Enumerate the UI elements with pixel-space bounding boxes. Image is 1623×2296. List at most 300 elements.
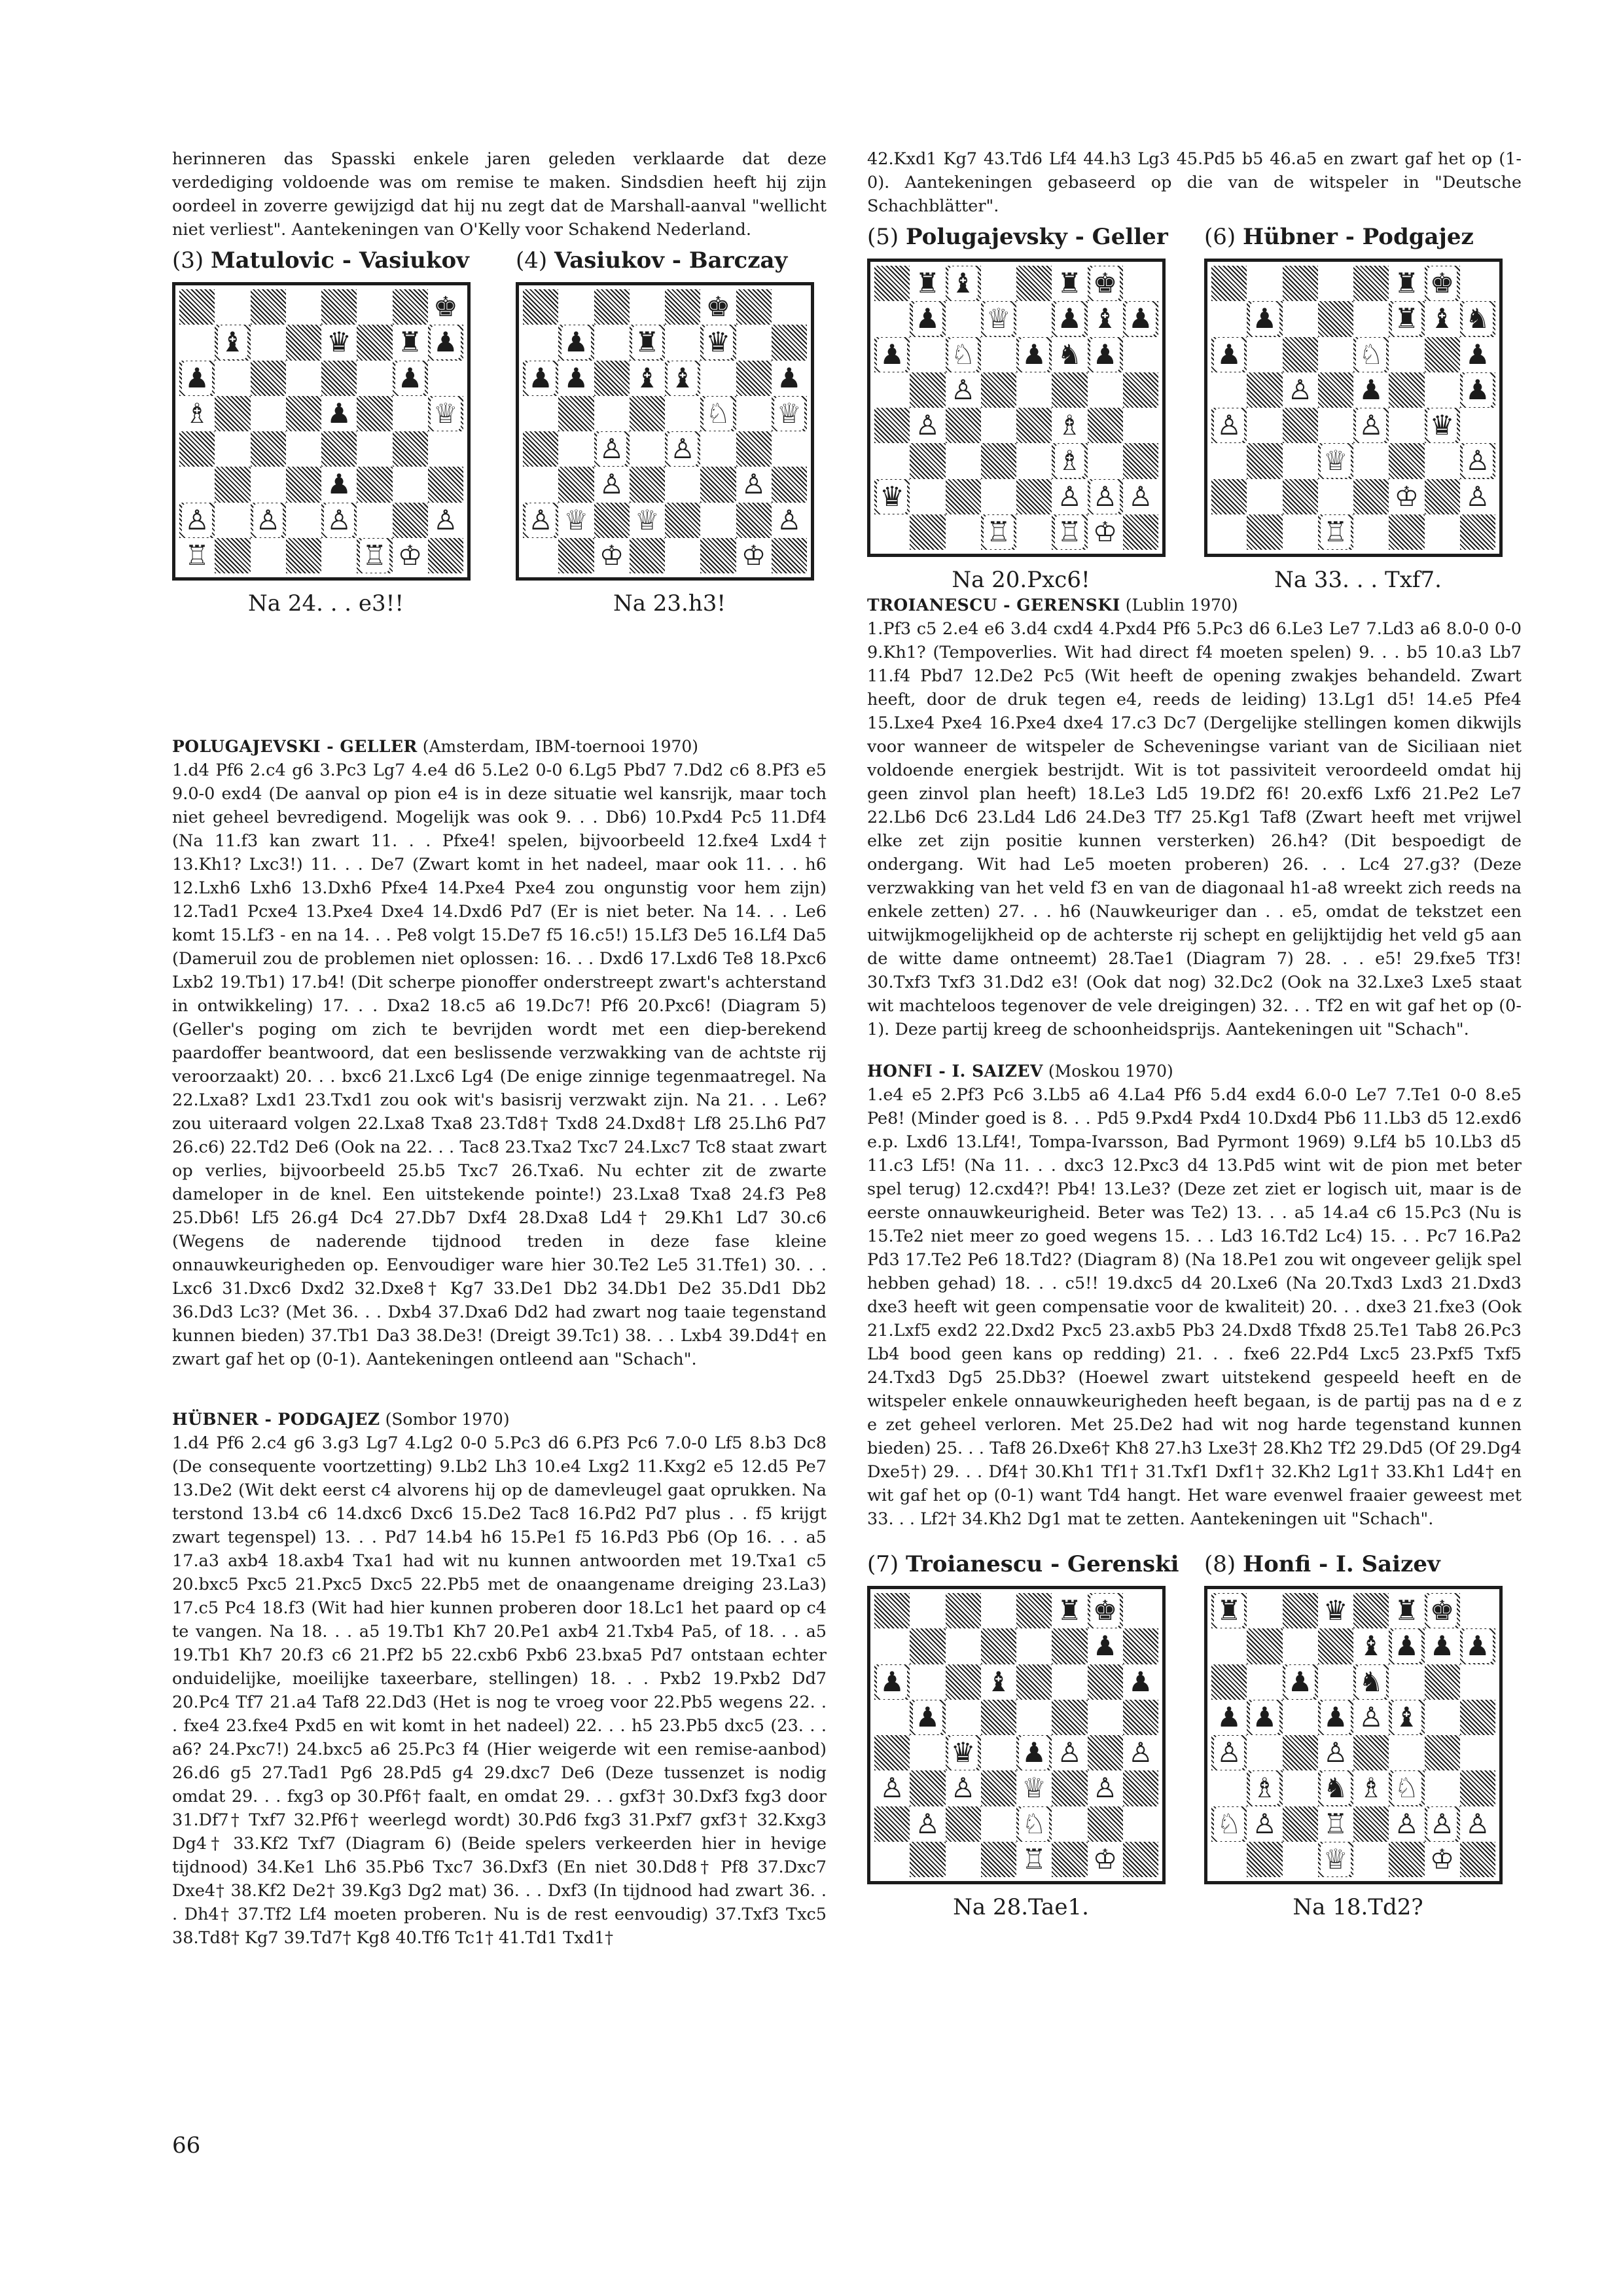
chess-piece-icon: ♙ xyxy=(433,503,458,536)
chess-piece-icon: ♙ xyxy=(915,409,940,442)
square-e7 xyxy=(321,325,357,360)
chess-piece-icon: ♟ xyxy=(915,1700,940,1733)
square-c1 xyxy=(946,514,981,550)
square-e6 xyxy=(1016,1664,1052,1700)
chess-piece-icon: ♔ xyxy=(599,539,624,571)
chess-piece-icon: ♘ xyxy=(705,397,731,429)
square-f7 xyxy=(1389,1628,1424,1664)
chessboard xyxy=(867,1586,1166,1884)
continuation-paragraph: 42.Kxd1 Kg7 43.Td6 Lf4 44.h3 Lg3 45.Pd5 b5 46.a5 en zwart gaf het op (1-0). Aantekeningen gebaseerd op die van de witspeler in "Deutsche Schachblätter". xyxy=(867,149,1522,216)
chess-piece-icon: ♙ xyxy=(777,503,802,536)
chess-piece-icon: ♕ xyxy=(1022,1772,1046,1804)
chess-piece-icon: ♖ xyxy=(362,539,387,571)
square-b2 xyxy=(215,503,250,538)
square-d5 xyxy=(981,372,1016,408)
square-b8 xyxy=(1247,1593,1282,1628)
square-h3 xyxy=(1123,443,1158,478)
square-b2 xyxy=(1247,1806,1282,1842)
square-c4 xyxy=(946,408,981,443)
diagram-title xyxy=(516,247,823,274)
chess-piece-icon: ♙ xyxy=(1092,480,1118,512)
chessboard xyxy=(1204,1586,1503,1884)
game-notation-troianescu-gerenski: 1.Pf3 c5 2.e4 e6 3.d4 cxd4 4.Pxd4 Pf6 5.Pc3 d6 6.Le3 Le7 7.Ld3 a6 8.0-0 0-0 9.Kh1? (Tempoverlies. Wit had direct f4 moeten spelen) 9. . . b5 10.a3 Lb7 11.f4 Pbd7 12.De2 Pc5 (Wit heeft de opening zwakjes behandeld. Zwart heeft, door de druk tegen e4, reeds de leiding) 13.Lg1 d5! 14.e5 Pfe4 15.Lxe4 Pxe4 16.Pxe4 dxe4 17.c3 Dc7 (Dergelijke stellingen komen dikwijls voor wanneer de witspeler de Scheveningse variant van de Siciliaan niet voldoende energiek bestrijdt. Wit is tot passiviteit veroordeeld omdat hij geen zinvol plan heeft) 18.Le3 Ld5 19.Df2 f6! 20.exf6 Lxf6 21.Pe2 Le7 22.Lb6 Dc6 23.Ld4 Ld6 24.De3 Tf7 25.Kg1 Taf8 (Zwart heeft met vrijwel elke zet zijn positie kunnen versterken) 26.h4? (Dit bespoedigt de ondergang. Wit had Le5 moeten proberen) 26. . . Lc4 27.g3? (Deze verzwakking van het veld f3 en van de diagonaal h1-a8 wreekt zich reeds na enkele zetten) 27. . . h6 (Nauwkeuriger dan . . e5, omdat de tekstzet een uitwijkmogelijkheid op de achterste rij schept en gelijktijdig het veld g5 aan de witte dame ontneemt) 28.Tae1 (Diagram 7) 28. . . e5! 29.fxe5 Tf3! 30.Txf3 Txf3 31.Dd2 e3! (Ook dat nog) 32.Dc2 (Ook na 32.Lxe3 Lxe5 staat wit machteloos tegenover de vele dreigingen) 32. . . Tf2 en wit gaf het op (0-1). Deze partij kreeg de schoonheidsprijs. Aantekeningen uit "Schach". xyxy=(867,619,1522,1039)
square-f3 xyxy=(1389,443,1424,478)
chess-piece-icon: ♖ xyxy=(1323,515,1348,548)
diagram-title xyxy=(1204,223,1512,251)
square-d3 xyxy=(1318,443,1353,478)
square-d5 xyxy=(1318,372,1353,408)
chess-piece-icon: ♟ xyxy=(1092,1630,1118,1662)
square-e3 xyxy=(1016,1770,1052,1806)
square-d1 xyxy=(286,538,321,573)
square-e6 xyxy=(1353,1664,1389,1700)
square-f2 xyxy=(1389,479,1424,514)
square-f1 xyxy=(357,538,392,573)
square-b3 xyxy=(558,467,594,502)
square-h5 xyxy=(1460,372,1495,408)
square-b1 xyxy=(1247,514,1282,550)
square-f7 xyxy=(1052,301,1087,336)
chess-piece-icon: ♟ xyxy=(563,326,589,359)
square-d7 xyxy=(1318,301,1353,336)
chess-piece-icon: ♕ xyxy=(986,302,1011,335)
square-a6 xyxy=(523,361,558,396)
chess-piece-icon: ♙ xyxy=(599,433,624,465)
chess-piece-icon: ♙ xyxy=(950,1772,976,1804)
square-c8 xyxy=(251,289,286,325)
square-a4 xyxy=(1211,1735,1247,1770)
chess-piece-icon: ♕ xyxy=(635,503,660,536)
diagram-4 xyxy=(516,247,823,617)
game-event: (Lublin 1970) xyxy=(1125,596,1238,615)
square-d5 xyxy=(286,396,321,431)
square-f2 xyxy=(357,503,392,538)
diagram-number: (6) xyxy=(1204,224,1236,250)
square-h7 xyxy=(1123,1628,1158,1664)
chess-piece-icon: ♙ xyxy=(1323,1736,1348,1769)
square-h5 xyxy=(428,396,463,431)
square-f4 xyxy=(1389,408,1424,443)
square-d8 xyxy=(981,266,1016,301)
chess-piece-icon: ♕ xyxy=(563,503,589,536)
square-a2 xyxy=(1211,479,1247,514)
square-f5 xyxy=(1389,1700,1424,1735)
square-e5 xyxy=(665,396,700,431)
square-a5 xyxy=(179,396,215,431)
square-e8 xyxy=(1016,266,1052,301)
square-d6 xyxy=(981,1664,1016,1700)
chess-piece-icon: ♔ xyxy=(1092,515,1118,548)
square-c7 xyxy=(1283,301,1318,336)
chess-piece-icon: ♚ xyxy=(1092,1594,1118,1627)
chess-piece-icon: ♜ xyxy=(635,326,660,359)
diagram-7 xyxy=(867,1551,1179,1921)
chess-piece-icon: ♜ xyxy=(397,326,423,359)
square-e7 xyxy=(1016,301,1052,336)
square-g2 xyxy=(1088,479,1123,514)
square-f3 xyxy=(1052,1770,1087,1806)
chess-piece-icon: ♟ xyxy=(915,302,940,335)
game-heading-hubner-podgajez xyxy=(172,1408,827,1431)
diagram-caption: Na 28.Tae1. xyxy=(953,1894,1089,1920)
chess-piece-icon: ♗ xyxy=(1359,1772,1383,1804)
square-g8 xyxy=(1425,1593,1460,1628)
chess-piece-icon: ♙ xyxy=(1128,1736,1153,1769)
chess-piece-icon: ♛ xyxy=(1429,409,1455,442)
square-c7 xyxy=(1283,1628,1318,1664)
square-b3 xyxy=(1247,443,1282,478)
chess-piece-icon: ♞ xyxy=(1323,1772,1348,1804)
square-a8 xyxy=(1211,266,1247,301)
chess-piece-icon: ♟ xyxy=(1217,1700,1241,1733)
square-e1 xyxy=(665,538,700,573)
square-c3 xyxy=(946,443,981,478)
square-f2 xyxy=(700,503,736,538)
square-h8 xyxy=(1460,1593,1495,1628)
chess-piece-icon: ♜ xyxy=(1057,267,1082,300)
chess-piece-icon: ♟ xyxy=(1465,373,1490,406)
game-notation-honfi-saizev: 1.e4 e5 2.Pf3 Pc6 3.Lb5 a6 4.La4 Pf6 5.d4 exd4 6.0-0 Le7 7.Te1 0-0 8.e5 Pe8! (Minder goed is 8. . . Pd5 9.Pxd4 Pxd4 10.Dxd4 Pb6 11.Lb3 d5 12.exd6 e.p. Lxd6 13.Lf4!, Tompa-Ivarsson, Bad Pyrmont 1969) 9.Lf4 b5 10.Lb3 d5 11.c3 Lf5! (Na 11. . . dxc3 12.Pxc3 d4 13.Pd5 wint wit de pion met beter spel terug) 12.cxd4?! Pb4! 13.Le3? (Deze zet ziet er logisch uit, maar is de eerste onnauwkeurigheid. Beter was Te2) 13. . . a5 14.a4 c6 15.Pc3 (Nu is 15.Te2 niet meer zo goed wegens 15. . . Ld3 16.Td2 Lc4) 15. . . Pc7 16.Pa2 Pd3 17.Te2 Pe6 18.Td2? (Diagram 8) (Na 18.Pe1 zou wit ongeveer gelijk spel hebben gehad) 18. . . c5!! 19.dxc5 d4 20.Lxe6 (Na 20.Txd3 Lxd3 21.Dxd3 dxe3 heeft wit geen compensatie voor de kwaliteit) 20. . . dxe3 21.fxe3 (Ook 21.Lxf5 exd2 22.Dxd2 Pxc5 23.axb5 Pb3 24.Dxd8 Tfxd8 25.Te1 Tab8 26.Pc3 Lb4 bood geen kans op redding) 21. . . fxe6 22.Pd4 Lxc5 23.Pxf5 Txf5 24.Txd3 Dg5 25.Db3? (Hoewel zwart uitstekend gespeeld heeft en de witspeler enkele onnauwkeurigheden heeft begaan, is de partij pas na d e z e zet geheel verloren. Met 25.De2 had wit nog harde tegenstand kunnen bieden) 25. . . Taf8 26.Dxe6† Kh8 27.h3 Lxe3† 28.Kh2 Tf2 29.Dd5 (Of 29.Dg4 Dxe5†) 29. . . Df4† 30.Kh1 Tf1† 31.Txf1 Dxf1† 32.Kh2 Lg1† 33.Kh1 Ld4† en wit gaf het op (0-1) want Td4 hangt. Het ware evenwel fraaier geweest met 33. . . Lf2† 34.Kh2 Dg1 mat te zetten. Aantekeningen uit "Schach". xyxy=(867,1085,1522,1529)
square-b5 xyxy=(910,372,945,408)
square-e2 xyxy=(1353,1806,1389,1842)
square-e1 xyxy=(1353,514,1389,550)
chess-piece-icon: ♛ xyxy=(1323,1594,1348,1627)
square-e1 xyxy=(1016,1842,1052,1877)
chess-piece-icon: ♞ xyxy=(1359,1665,1383,1698)
square-c1 xyxy=(594,538,630,573)
square-e6 xyxy=(321,361,357,396)
square-h8 xyxy=(1123,266,1158,301)
chessboard xyxy=(867,259,1166,557)
square-f6 xyxy=(1052,337,1087,372)
square-g7 xyxy=(393,325,428,360)
square-d3 xyxy=(981,1770,1016,1806)
chess-piece-icon: ♟ xyxy=(1128,302,1153,335)
square-e5 xyxy=(1353,372,1389,408)
square-h4 xyxy=(1460,408,1495,443)
square-d8 xyxy=(1318,1593,1353,1628)
square-h3 xyxy=(1460,1770,1495,1806)
square-a4 xyxy=(1211,408,1247,443)
square-b4 xyxy=(558,431,594,467)
square-d8 xyxy=(981,1593,1016,1628)
square-e2 xyxy=(1016,479,1052,514)
square-h2 xyxy=(1123,1806,1158,1842)
square-a2 xyxy=(523,503,558,538)
game-title: POLUGAJEVSKI - GELLER xyxy=(172,737,418,756)
square-b7 xyxy=(910,301,945,336)
square-e7 xyxy=(1016,1628,1052,1664)
square-a1 xyxy=(1211,514,1247,550)
square-g5 xyxy=(393,396,428,431)
square-d6 xyxy=(630,361,665,396)
right-column xyxy=(867,147,1522,2039)
square-f5 xyxy=(1389,372,1424,408)
square-f1 xyxy=(700,538,736,573)
square-g5 xyxy=(1088,372,1123,408)
chess-piece-icon: ♘ xyxy=(1022,1807,1046,1840)
chess-piece-icon: ♛ xyxy=(880,480,904,512)
square-d4 xyxy=(981,1735,1016,1770)
square-f5 xyxy=(357,396,392,431)
square-a8 xyxy=(179,289,215,325)
square-h2 xyxy=(772,503,807,538)
square-f7 xyxy=(357,325,392,360)
chess-piece-icon: ♚ xyxy=(1092,267,1118,300)
chess-piece-icon: ♘ xyxy=(1217,1807,1241,1840)
square-g1 xyxy=(1088,514,1123,550)
square-a3 xyxy=(179,467,215,502)
chess-piece-icon: ♟ xyxy=(1359,373,1383,406)
chess-piece-icon: ♙ xyxy=(880,1772,904,1804)
square-h5 xyxy=(1123,1700,1158,1735)
square-b6 xyxy=(1247,1664,1282,1700)
square-b1 xyxy=(215,538,250,573)
chess-piece-icon: ♟ xyxy=(185,361,209,394)
square-b6 xyxy=(910,337,945,372)
chess-piece-icon: ♗ xyxy=(1057,444,1082,477)
square-e1 xyxy=(1016,514,1052,550)
square-d3 xyxy=(286,467,321,502)
square-b7 xyxy=(910,1628,945,1664)
chess-piece-icon: ♙ xyxy=(1128,480,1153,512)
square-a7 xyxy=(1211,301,1247,336)
square-a3 xyxy=(523,467,558,502)
square-d2 xyxy=(630,503,665,538)
square-g8 xyxy=(1088,266,1123,301)
square-d5 xyxy=(1318,1700,1353,1735)
square-g5 xyxy=(1425,1700,1460,1735)
square-g3 xyxy=(393,467,428,502)
square-a5 xyxy=(523,396,558,431)
square-c4 xyxy=(251,431,286,467)
square-a6 xyxy=(1211,337,1247,372)
square-b8 xyxy=(910,266,945,301)
square-a4 xyxy=(874,1735,910,1770)
square-h7 xyxy=(772,325,807,360)
square-g3 xyxy=(1088,443,1123,478)
square-f2 xyxy=(1052,1806,1087,1842)
square-e8 xyxy=(665,289,700,325)
square-d2 xyxy=(1318,479,1353,514)
square-c6 xyxy=(946,1664,981,1700)
square-g7 xyxy=(1425,301,1460,336)
square-g4 xyxy=(393,431,428,467)
square-c2 xyxy=(251,503,286,538)
square-d1 xyxy=(1318,1842,1353,1877)
chessboard xyxy=(172,282,471,581)
chess-piece-icon: ♟ xyxy=(1092,338,1118,370)
square-e7 xyxy=(1353,301,1389,336)
chess-piece-icon: ♙ xyxy=(1217,1736,1241,1769)
diagram-number: (8) xyxy=(1204,1551,1236,1577)
chess-piece-icon: ♟ xyxy=(1465,1630,1490,1662)
chess-piece-icon: ♛ xyxy=(705,326,731,359)
diagram-title xyxy=(172,247,480,274)
chess-piece-icon: ♙ xyxy=(1287,373,1313,406)
chessboard xyxy=(1204,259,1503,557)
chess-piece-icon: ♜ xyxy=(915,267,940,300)
square-b2 xyxy=(558,503,594,538)
chess-piece-icon: ♜ xyxy=(1217,1594,1241,1627)
square-d4 xyxy=(981,408,1016,443)
square-g7 xyxy=(736,325,772,360)
chess-piece-icon: ♟ xyxy=(1323,1700,1348,1733)
chess-piece-icon: ♟ xyxy=(397,361,423,394)
square-c6 xyxy=(946,337,981,372)
square-f3 xyxy=(1052,443,1087,478)
square-g8 xyxy=(393,289,428,325)
square-g8 xyxy=(736,289,772,325)
square-f7 xyxy=(1389,301,1424,336)
diagram-title xyxy=(867,1551,1179,1578)
chess-piece-icon: ♟ xyxy=(327,397,351,429)
chess-piece-icon: ♟ xyxy=(433,326,458,359)
game-heading-polugajevski-geller xyxy=(172,735,827,759)
chess-piece-icon: ♙ xyxy=(1092,1772,1118,1804)
square-c3 xyxy=(251,467,286,502)
square-h6 xyxy=(1460,337,1495,372)
square-e3 xyxy=(321,467,357,502)
square-e4 xyxy=(1353,408,1389,443)
chess-piece-icon: ♘ xyxy=(1359,338,1383,370)
diagram-number: (7) xyxy=(867,1551,899,1577)
square-e2 xyxy=(321,503,357,538)
square-b2 xyxy=(910,1806,945,1842)
square-h5 xyxy=(1123,372,1158,408)
game-event: (Sombor 1970) xyxy=(385,1410,510,1429)
square-c6 xyxy=(1283,1664,1318,1700)
diagram-caption: Na 24. . . e3!! xyxy=(247,590,404,617)
square-b6 xyxy=(910,1664,945,1700)
square-b8 xyxy=(215,289,250,325)
square-f4 xyxy=(700,431,736,467)
square-c8 xyxy=(946,266,981,301)
square-e7 xyxy=(665,325,700,360)
square-b5 xyxy=(1247,372,1282,408)
square-c7 xyxy=(594,325,630,360)
chess-piece-icon: ♟ xyxy=(1394,1630,1419,1662)
chess-piece-icon: ♚ xyxy=(1429,267,1455,300)
square-f4 xyxy=(1389,1735,1424,1770)
square-h4 xyxy=(1123,1735,1158,1770)
square-b5 xyxy=(215,396,250,431)
square-h8 xyxy=(1123,1593,1158,1628)
chess-piece-icon: ♟ xyxy=(880,1665,904,1698)
square-g7 xyxy=(1425,1628,1460,1664)
square-g4 xyxy=(1088,408,1123,443)
square-a2 xyxy=(874,1806,910,1842)
square-c5 xyxy=(1283,372,1318,408)
square-a6 xyxy=(874,337,910,372)
square-e4 xyxy=(1353,1735,1389,1770)
square-c5 xyxy=(251,396,286,431)
square-f6 xyxy=(357,361,392,396)
square-h3 xyxy=(772,467,807,502)
square-b6 xyxy=(558,361,594,396)
square-h4 xyxy=(428,431,463,467)
square-b1 xyxy=(1247,1842,1282,1877)
square-b4 xyxy=(910,408,945,443)
chess-piece-icon: ♙ xyxy=(1465,480,1490,512)
square-d1 xyxy=(981,514,1016,550)
square-g2 xyxy=(736,503,772,538)
square-h1 xyxy=(772,538,807,573)
square-f8 xyxy=(1052,266,1087,301)
diagram-caption: Na 23.h3! xyxy=(613,590,726,617)
chess-piece-icon: ♙ xyxy=(1359,1700,1383,1733)
square-e3 xyxy=(1353,1770,1389,1806)
square-a7 xyxy=(179,325,215,360)
chess-piece-icon: ♙ xyxy=(1057,480,1082,512)
chess-piece-icon: ♕ xyxy=(1323,1842,1348,1875)
square-g2 xyxy=(1088,1806,1123,1842)
square-b4 xyxy=(215,431,250,467)
square-a5 xyxy=(1211,1700,1247,1735)
square-d7 xyxy=(286,325,321,360)
square-e2 xyxy=(1353,479,1389,514)
square-f4 xyxy=(357,431,392,467)
square-e6 xyxy=(1353,337,1389,372)
chess-piece-icon: ♘ xyxy=(950,338,976,370)
square-h1 xyxy=(428,538,463,573)
chess-piece-icon: ♙ xyxy=(1057,1736,1082,1769)
square-d2 xyxy=(1318,1806,1353,1842)
square-d8 xyxy=(1318,266,1353,301)
square-e1 xyxy=(1353,1842,1389,1877)
square-f8 xyxy=(1389,266,1424,301)
square-e5 xyxy=(1353,1700,1389,1735)
square-e4 xyxy=(1016,1735,1052,1770)
square-f1 xyxy=(1389,514,1424,550)
square-e5 xyxy=(321,396,357,431)
chess-piece-icon: ♙ xyxy=(915,1807,940,1840)
square-a8 xyxy=(1211,1593,1247,1628)
square-g1 xyxy=(1088,1842,1123,1877)
square-f6 xyxy=(1052,1664,1087,1700)
square-b1 xyxy=(910,514,945,550)
chess-piece-icon: ♟ xyxy=(563,361,589,394)
game-event: (Moskou 1970) xyxy=(1048,1062,1173,1081)
diagram-row-7-8 xyxy=(867,1551,1522,2035)
square-e4 xyxy=(1016,408,1052,443)
chess-piece-icon: ♔ xyxy=(1394,480,1419,512)
square-h2 xyxy=(1460,479,1495,514)
chess-piece-icon: ♚ xyxy=(433,291,458,323)
square-h6 xyxy=(1123,1664,1158,1700)
square-g6 xyxy=(736,361,772,396)
square-h7 xyxy=(1123,301,1158,336)
square-b2 xyxy=(1247,479,1282,514)
square-g3 xyxy=(736,467,772,502)
square-g1 xyxy=(1425,514,1460,550)
square-d6 xyxy=(981,337,1016,372)
square-a3 xyxy=(1211,1770,1247,1806)
chess-piece-icon: ♕ xyxy=(433,397,458,429)
square-f1 xyxy=(1389,1842,1424,1877)
square-c4 xyxy=(1283,1735,1318,1770)
square-b3 xyxy=(910,443,945,478)
square-c7 xyxy=(251,325,286,360)
chess-piece-icon: ♝ xyxy=(1394,1700,1419,1733)
chess-piece-icon: ♜ xyxy=(1394,302,1419,335)
game-notation-hubner-podgajez: 1.d4 Pf6 2.c4 g6 3.g3 Lg7 4.Lg2 0-0 5.Pc3 d6 6.Pf3 Pc6 7.0-0 Lf5 8.b3 Dc8 (De consequente voortzetting) 9.Lb2 Lh3 10.e4 Lxg2 11.Kxg2 e5 12.d5 Pe7 13.De2 (Wit dekt eerst c4 alvorens hij op de damevleugel gaat oprukken. Na terstond 13.b4 c6 14.dxc6 Dxc6 15.De2 Tac8 16.Pd2 Pd7 plus . . f5 krijgt zwart tegenspel) 13. . . Pd7 14.b4 h6 15.Pe1 f5 16.Pd3 Pb6 (Op 16. . . a5 17.a3 axb4 18.axb4 Txa1 had wit nu kunnen antwoorden met 19.Txa1 c5 20.bxc5 Pxc5 21.Pxc5 Dxc5 22.Pb5 met de onaangename dreiging 23.La3) 17.c5 Pc4 18.f3 (Wit had hier kunnen proberen door 18.Lc1 het paard op c4 te vangen. Na 18. . . a5 19.Tb1 Kh7 20.Pe1 axb4 21.Txb4 Pa5, of 18. . . a5 19.Tb1 Kh7 20.f3 c6 21.Pf2 b5 22.cxb6 Pxb6 23.bxa5 Pd7 ontstaan echter onduidelijke, moeilijke taxeerbare, stellingen) 18. . . Pxb2 19.Pxb2 Dd7 20.Pc4 Tf7 21.a4 Taf8 22.Dd3 (Het is nog te vroeg voor 22.Pb5 wegens 22. . . fxe4 23.fxe4 Pxd5 en wit komt in het nadeel) 22. . . h5 23.Pb5 dxc5 (23. . . a6? 24.Pxc7!) 24.bxc5 a6 25.Pc3 f4 (Hier weigerde wit een remise-aanbod) 26.d6 g5 27.Tad1 Pg6 28.Pd5 g4 29.dxc7 De6 (Deze tussenzet is nodig omdat 29. . . fxg3 op 30.Pf6† faalt, en omdat 29. . . gxf3† 30.Dxf3 fxg3 door 31.Df7† Txf7 32.Pf6† weerlegd wordt) 30.Pd6 fxg3 31.Pxf7 gxf3† 32.Kxg3 Dg4† 33.Kf2 Txf7 (Diagram 6) (Beide spelers verkeerden hier in hevige tijdnood) 34.Ke1 Lh6 35.Pb6 Txc7 36.Dxf3 (En niet 30.Dd8† Pf8 37.Dxc7 Dxe4† 38.Kf2 De2† 39.Kg3 Dg2 mat) 36. . . Dxf3 (In tijdnood had zwart 36. . . Dh4† 37.Tf2 Lf4 moeten proberen. Nu is de rest eenvoudig) 37.Txf3 Txc5 38.Td8† Kg7 39.Td7† Kg8 40.Tf6 Tc1† 41.Td1 Txd1† xyxy=(172,1433,827,1948)
diagram-caption: Na 33. . . Txf7. xyxy=(1274,567,1442,593)
square-a2 xyxy=(179,503,215,538)
chess-piece-icon: ♙ xyxy=(599,468,624,501)
chess-piece-icon: ♚ xyxy=(1429,1594,1455,1627)
square-h2 xyxy=(1123,479,1158,514)
